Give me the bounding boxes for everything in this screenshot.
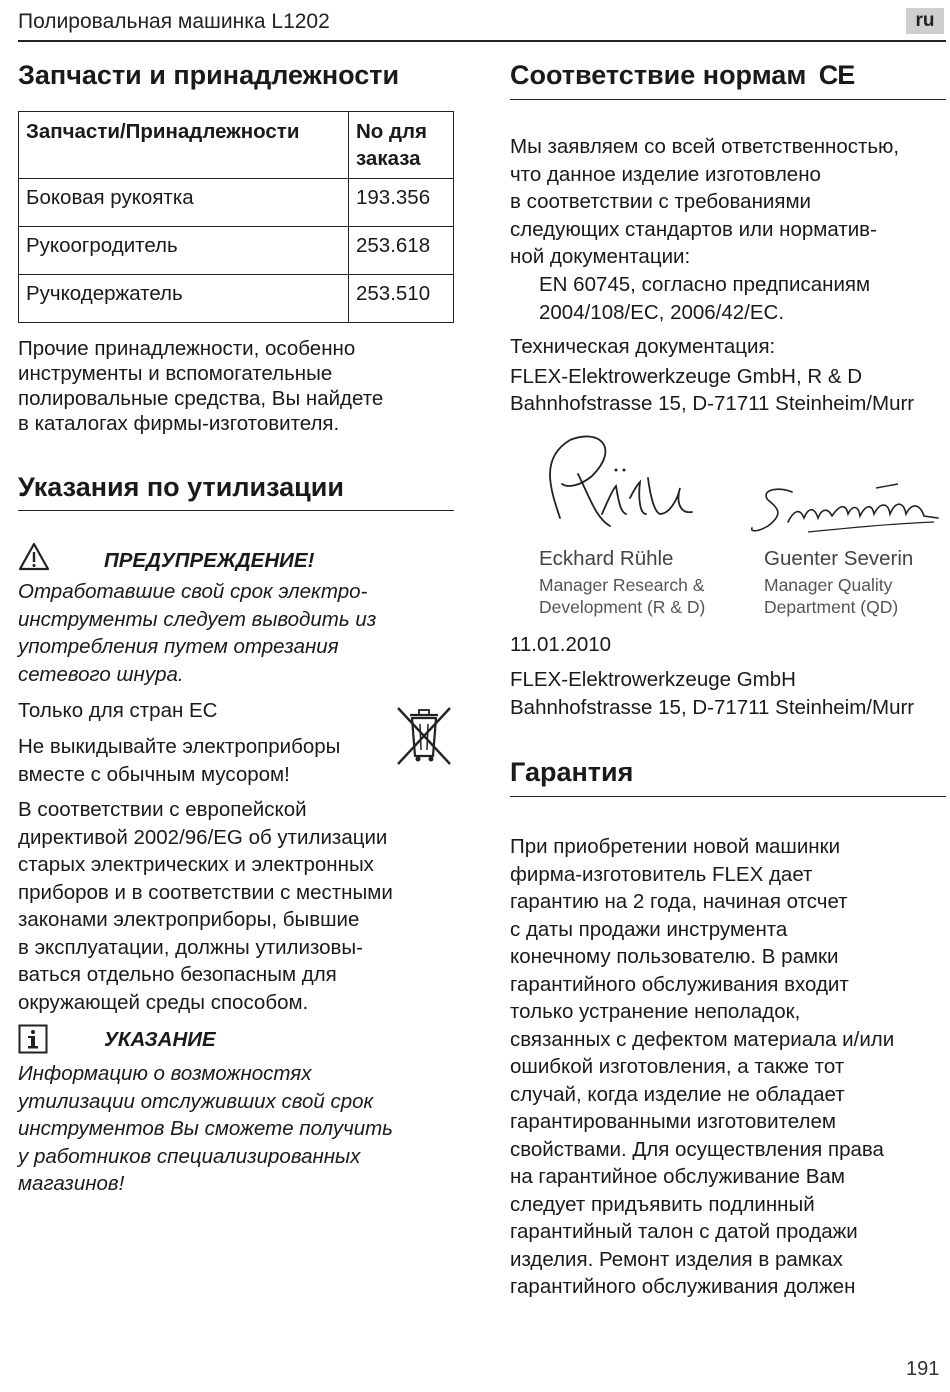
directive-line: В соответствии с европейской	[18, 798, 307, 821]
warranty-line: только устранение неполадок,	[510, 1000, 801, 1023]
note-line: у работников специализированных	[18, 1144, 361, 1168]
disposal-rule	[18, 510, 454, 511]
conformity-heading-wrap	[510, 60, 946, 91]
conformity-intro	[510, 133, 950, 271]
warranty-heading: Гарантия	[510, 757, 634, 787]
conformity-intro-line: в соответствии с требованиями	[510, 190, 812, 213]
parts-col-name-header: Запчасти/Принадлежности	[19, 112, 349, 179]
warranty-line: гарантийного обслуживания должен	[510, 1275, 856, 1298]
no-trash-text	[18, 733, 340, 788]
company-line: Bahnhofstrasse 15, D-71711 Steinheim/Murr	[510, 695, 915, 719]
standard-line: 2004/108/EC, 2006/42/EC.	[539, 300, 785, 324]
warranty-line: конечному пользователю. В рамки	[510, 945, 839, 968]
signer-role-line: Development (R & D)	[539, 597, 706, 617]
signer-ruehle	[539, 547, 749, 618]
warranty-line: следует придъявить подлинный	[510, 1192, 815, 1216]
company-address	[510, 666, 950, 721]
page-number: 191	[906, 1358, 940, 1380]
parts-note-line: в каталогах фирмы-изготовителя.	[18, 412, 340, 435]
tech-doc-line: FLEX-Elektrowerkzeuge GmbH, R & D	[510, 364, 863, 388]
parts-col-number-header-line1: No для	[356, 120, 428, 143]
warranty-heading-wrap	[510, 757, 946, 788]
directive-line: законами электроприборы, бывшие	[18, 908, 360, 931]
warranty-line: гарантированными изготовителем	[510, 1110, 836, 1133]
directive-line: старых электрических и электронных	[18, 853, 374, 876]
note-text	[18, 1060, 454, 1198]
warranty-line: свойствами. Для осуществления права	[510, 1137, 884, 1161]
tech-doc-label: Техническая документация:	[510, 335, 776, 358]
note-line: магазинов!	[18, 1172, 125, 1195]
table-row	[19, 179, 454, 227]
warranty-line: изделия. Ремонт изделия в рамках	[510, 1247, 843, 1271]
part-name: Ручкодержатель	[19, 275, 349, 323]
parts-heading: Запчасти и принадлежности	[18, 60, 400, 90]
parts-note	[18, 336, 454, 436]
signer-role-line: Manager Research &	[539, 575, 705, 595]
part-name: Боковая рукоятка	[19, 179, 349, 227]
eu-only-text: Только для стран ЕС	[18, 699, 218, 722]
warranty-line: ошибкой изготовления, а также тот	[510, 1055, 845, 1078]
crossed-out-bin-icon	[394, 704, 454, 768]
conformity-standards	[539, 271, 944, 326]
warning-triangle-icon	[18, 542, 50, 572]
warranty-line: При приобретении новой машинки	[510, 835, 841, 858]
warranty-line: на гарантийное обслуживание Вам	[510, 1165, 845, 1188]
company-line: FLEX-Elektrowerkzeuge GmbH	[510, 668, 796, 691]
parts-table-wrap	[18, 111, 454, 323]
signer-role-line: Manager Quality	[764, 575, 893, 595]
warning-label: ПРЕДУПРЕЖДЕНИЕ!	[104, 549, 315, 572]
warranty-text	[510, 833, 950, 1301]
signer-name: Eckhard Rühle	[539, 547, 674, 570]
warning-line: сетевого шнура.	[18, 662, 184, 686]
conformity-intro-line: Мы заявляем со всей ответственностью,	[510, 135, 900, 158]
header-rule	[18, 40, 946, 42]
warning-line: Отработавшие свой срок электро-	[18, 580, 368, 603]
table-row	[19, 275, 454, 323]
signature-severin	[748, 478, 944, 542]
conformity-intro-line: что данное изделие изготовлено	[510, 162, 821, 186]
warranty-line: случай, когда изделие не обладает	[510, 1082, 845, 1106]
directive-line: в эксплуатации, должны утилизовы-	[18, 935, 363, 959]
parts-table	[18, 111, 454, 323]
part-name: Рукоогродитель	[19, 227, 349, 275]
tech-doc	[510, 333, 950, 418]
warning-line: инструменты следует выводить из	[18, 607, 377, 631]
part-number: 193.356	[349, 179, 454, 227]
directive-line: директивой 2002/96/EG об утилизации	[18, 825, 388, 849]
conformity-rule	[510, 99, 946, 100]
directive-text	[18, 796, 454, 1016]
parts-note-line: полировальные средства, Вы найдете	[18, 387, 384, 410]
ce-mark: CE	[818, 60, 855, 90]
no-trash-line: Не выкидывайте электроприборы	[18, 735, 341, 758]
part-number: 253.510	[349, 275, 454, 323]
signer-severin	[764, 547, 946, 618]
info-icon	[18, 1024, 48, 1054]
signer-role-line: Department (QD)	[764, 597, 899, 617]
warranty-line: гарантийного обслуживания входит	[510, 972, 849, 996]
warning-text	[18, 578, 454, 688]
directive-line: ваться отдельно безопасным для	[18, 963, 337, 986]
parts-note-line: инструменты и вспомогательные	[18, 362, 333, 385]
parts-table-header	[19, 112, 454, 179]
standard-line: EN 60745, согласно предписаниям	[539, 273, 871, 296]
signer-name: Guenter Severin	[764, 547, 914, 570]
parts-col-number-header-line2: заказа	[356, 147, 421, 170]
table-row	[19, 227, 454, 275]
parts-note-line: Прочие принадлежности, особенно	[18, 337, 356, 360]
tech-doc-line: Bahnhofstrasse 15, D-71711 Steinheim/Murr	[510, 392, 915, 415]
signature-ruehle	[530, 428, 710, 546]
note-label: УКАЗАНИЕ	[104, 1028, 216, 1051]
directive-line: приборов и в соответствии с местными	[18, 880, 393, 904]
warranty-line: связанных с дефектом материала и/или	[510, 1027, 895, 1051]
conformity-heading: Соответствие нормам	[510, 60, 807, 90]
conformity-date: 11.01.2010	[510, 633, 612, 656]
disposal-heading: Указания по утилизации	[18, 472, 344, 502]
warranty-rule	[510, 796, 946, 797]
part-number: 253.618	[349, 227, 454, 275]
directive-line: окружающей среды способом.	[18, 990, 309, 1014]
header-title: Полировальная машинка L1202	[18, 10, 330, 33]
warranty-line: гарантийный талон с датой продажи	[510, 1220, 858, 1243]
note-line: инструментов Вы сможете получить	[18, 1117, 393, 1140]
no-trash-line: вместе с обычным мусором!	[18, 762, 290, 786]
language-badge: ru	[906, 8, 944, 34]
parts-section	[18, 60, 454, 91]
disposal-heading-wrap	[18, 472, 454, 503]
warning-line: употребления путем отрезания	[18, 635, 339, 658]
conformity-intro-line: ной документации:	[510, 245, 691, 268]
warranty-line: с даты продажи инструмента	[510, 917, 788, 941]
parts-col-number-header	[349, 112, 454, 179]
warranty-line: гарантию на 2 года, начиная отсчет	[510, 890, 848, 913]
note-line: утилизации отслуживших свой срок	[18, 1089, 374, 1113]
conformity-intro-line: следующих стандартов или норматив-	[510, 217, 877, 241]
warranty-line: фирма-изготовитель FLEX дает	[510, 862, 813, 886]
note-line: Информацию о возможностях	[18, 1062, 312, 1085]
